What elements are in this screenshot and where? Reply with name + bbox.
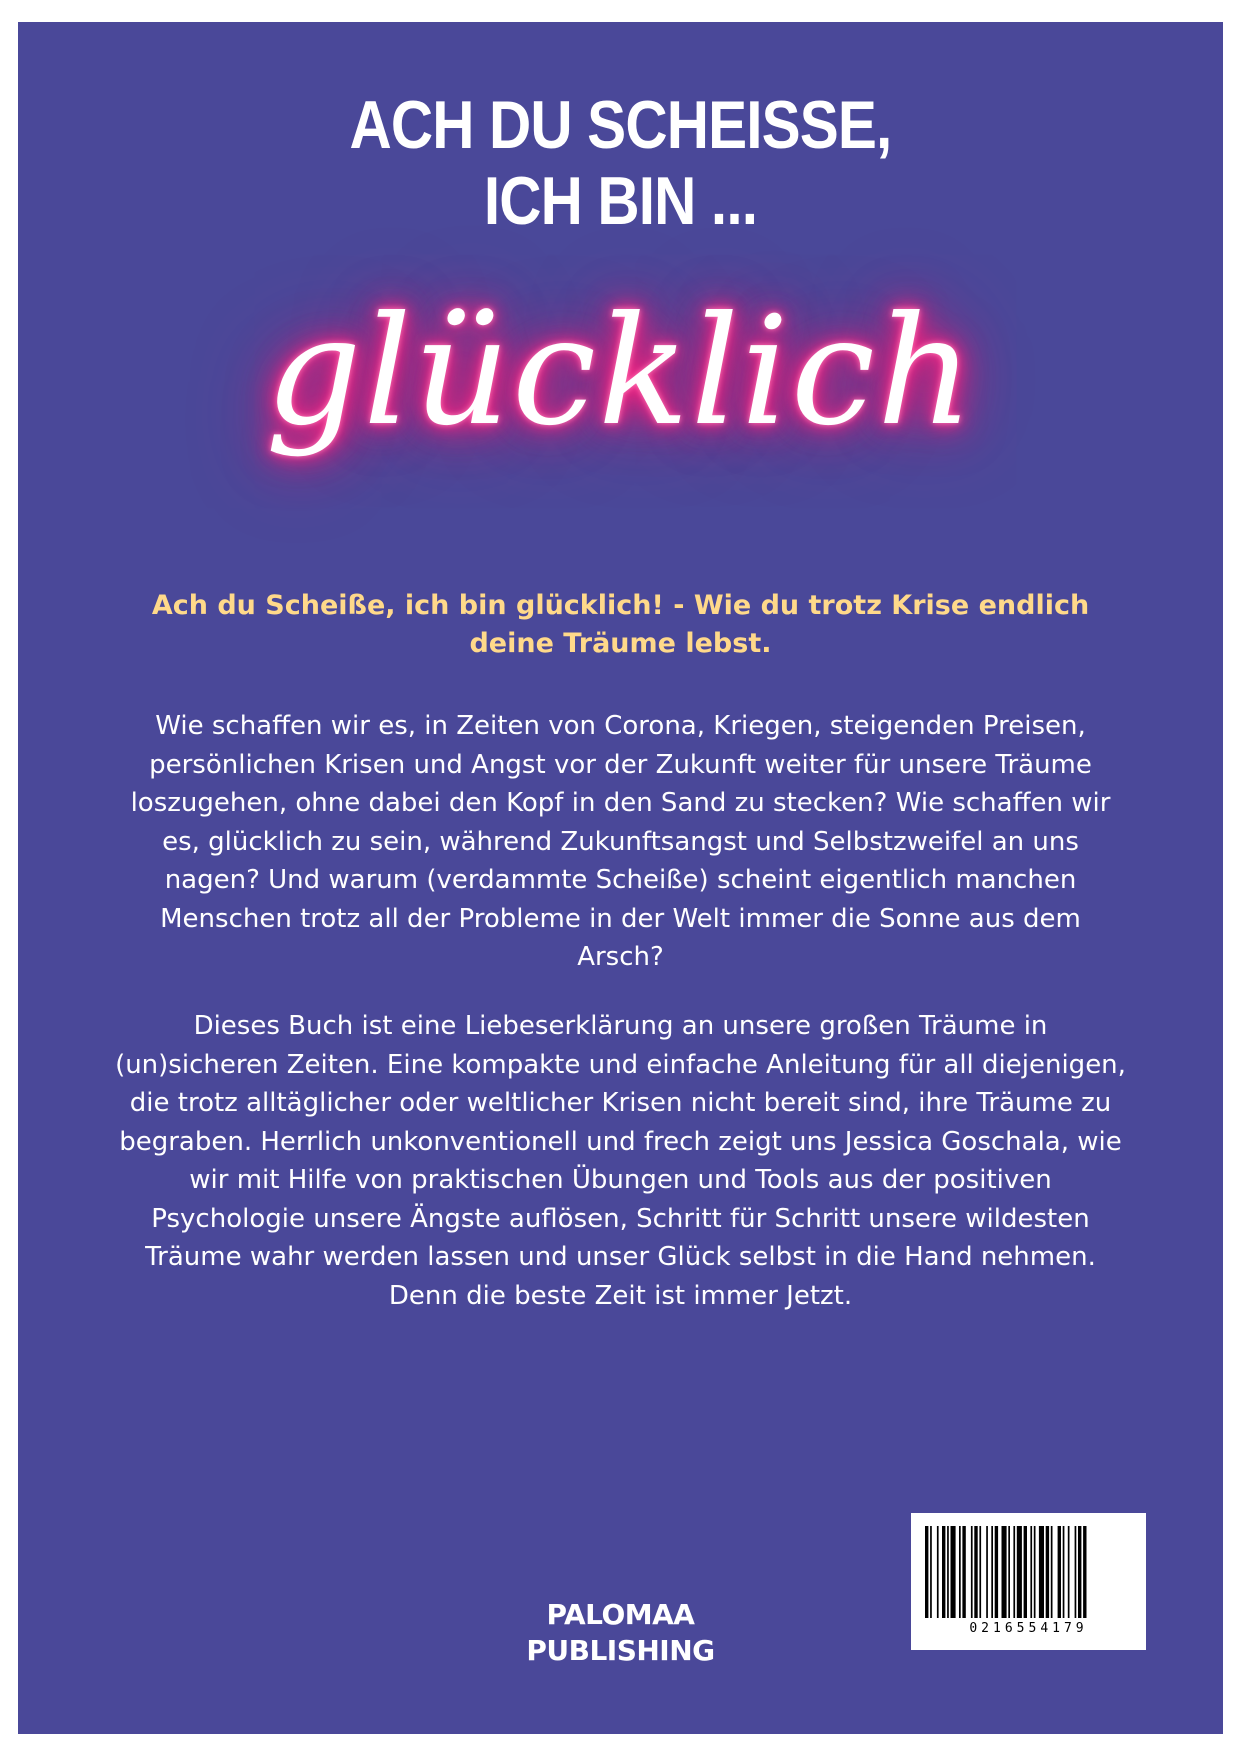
barcode-bar [1034, 1526, 1036, 1618]
barcode-bar [962, 1526, 965, 1618]
blurb-paragraph-1: Wie schaffen wir es, in Zeiten von Corona, Kriegen, steigenden Preisen, persönlichen Krisen und Angst vor der Zukunft weiter für unsere Träume loszugehen, ohne dabei den Kopf in den Sand zu stecken? Wie schaffen wir es, glücklich zu sein, während Zukunftsangst und Selbstzweifel an uns nagen? Und warum (verdammte Scheiße) scheint eigentlich manchen Menschen trotz all der Probleme in der Welt immer die Sonne aus dem Arsch? [130, 711, 1111, 972]
book-subtitle: Ach du Scheiße, ich bin glücklich! - Wie du trotz Krise endlich deine Träume lebst. [151, 590, 1090, 659]
barcode-bar [942, 1526, 945, 1618]
book-back-cover [18, 22, 1223, 1734]
barcode-bar [959, 1526, 961, 1618]
barcode-bar [971, 1526, 973, 1618]
barcode-bar [1078, 1526, 1081, 1618]
barcode-bar [979, 1526, 981, 1618]
barcode-bar [951, 1526, 956, 1618]
barcode-bar [937, 1526, 939, 1618]
barcode-bar [925, 1526, 928, 1618]
publisher-name-line-1: PALOMAA [546, 1598, 695, 1631]
barcode-bar [1008, 1526, 1010, 1618]
barcode-bar [1058, 1526, 1061, 1618]
neon-script-word: glücklich [265, 285, 976, 459]
barcode-bar [1013, 1526, 1015, 1618]
barcode-bar [986, 1526, 988, 1618]
barcode-bar [1002, 1526, 1007, 1618]
blurb-paragraph-2: Dieses Buch ist eine Liebeserklärung an unsere großen Träume in (un)sicheren Zeiten. Eine kompakte und einfache Anleitung für all diejenigen, die trotz alltäglicher oder weltlicher Krisen nicht bereit sind, ihre Träume zu begraben. Herrlich unkonventionell und frech zeigt uns Jessica Goschala, wie wir mit Hilfe von praktischen Übungen und Tools aus der positiven Psychologie unsere Ängste auflösen, Schritt für Schritt unsere wildesten Träume wahr werden lassen und unser Glück selbst in die Hand nehmen. Denn die beste Zeit ist immer Jetzt. [115, 1011, 1126, 1311]
barcode-bar [1039, 1526, 1044, 1618]
barcode [911, 1513, 1146, 1650]
barcode-bar [1068, 1526, 1070, 1618]
barcode-number: 0216554179 [969, 1621, 1088, 1636]
barcode-bar [930, 1526, 932, 1618]
barcode-bar [1051, 1526, 1053, 1618]
barcode-bar [991, 1526, 993, 1618]
barcode-bar [1083, 1526, 1086, 1618]
barcode-bar [1075, 1526, 1077, 1618]
barcode-bar [974, 1526, 977, 1618]
barcode-bar [1017, 1526, 1022, 1618]
barcode-bar [1030, 1526, 1032, 1618]
barcode-bar [1063, 1526, 1065, 1618]
barcode-bar [1046, 1526, 1049, 1618]
title-line-2: ICH BIN ... [483, 163, 758, 239]
barcode-bars-icon [925, 1526, 1132, 1618]
barcode-bar [995, 1526, 998, 1618]
title-line-1: ACH DU SCHEISSE, [349, 87, 892, 163]
barcode-bar [1024, 1526, 1027, 1618]
publisher-name-line-2: PUBLISHING [526, 1634, 715, 1667]
barcode-bar [947, 1526, 949, 1618]
